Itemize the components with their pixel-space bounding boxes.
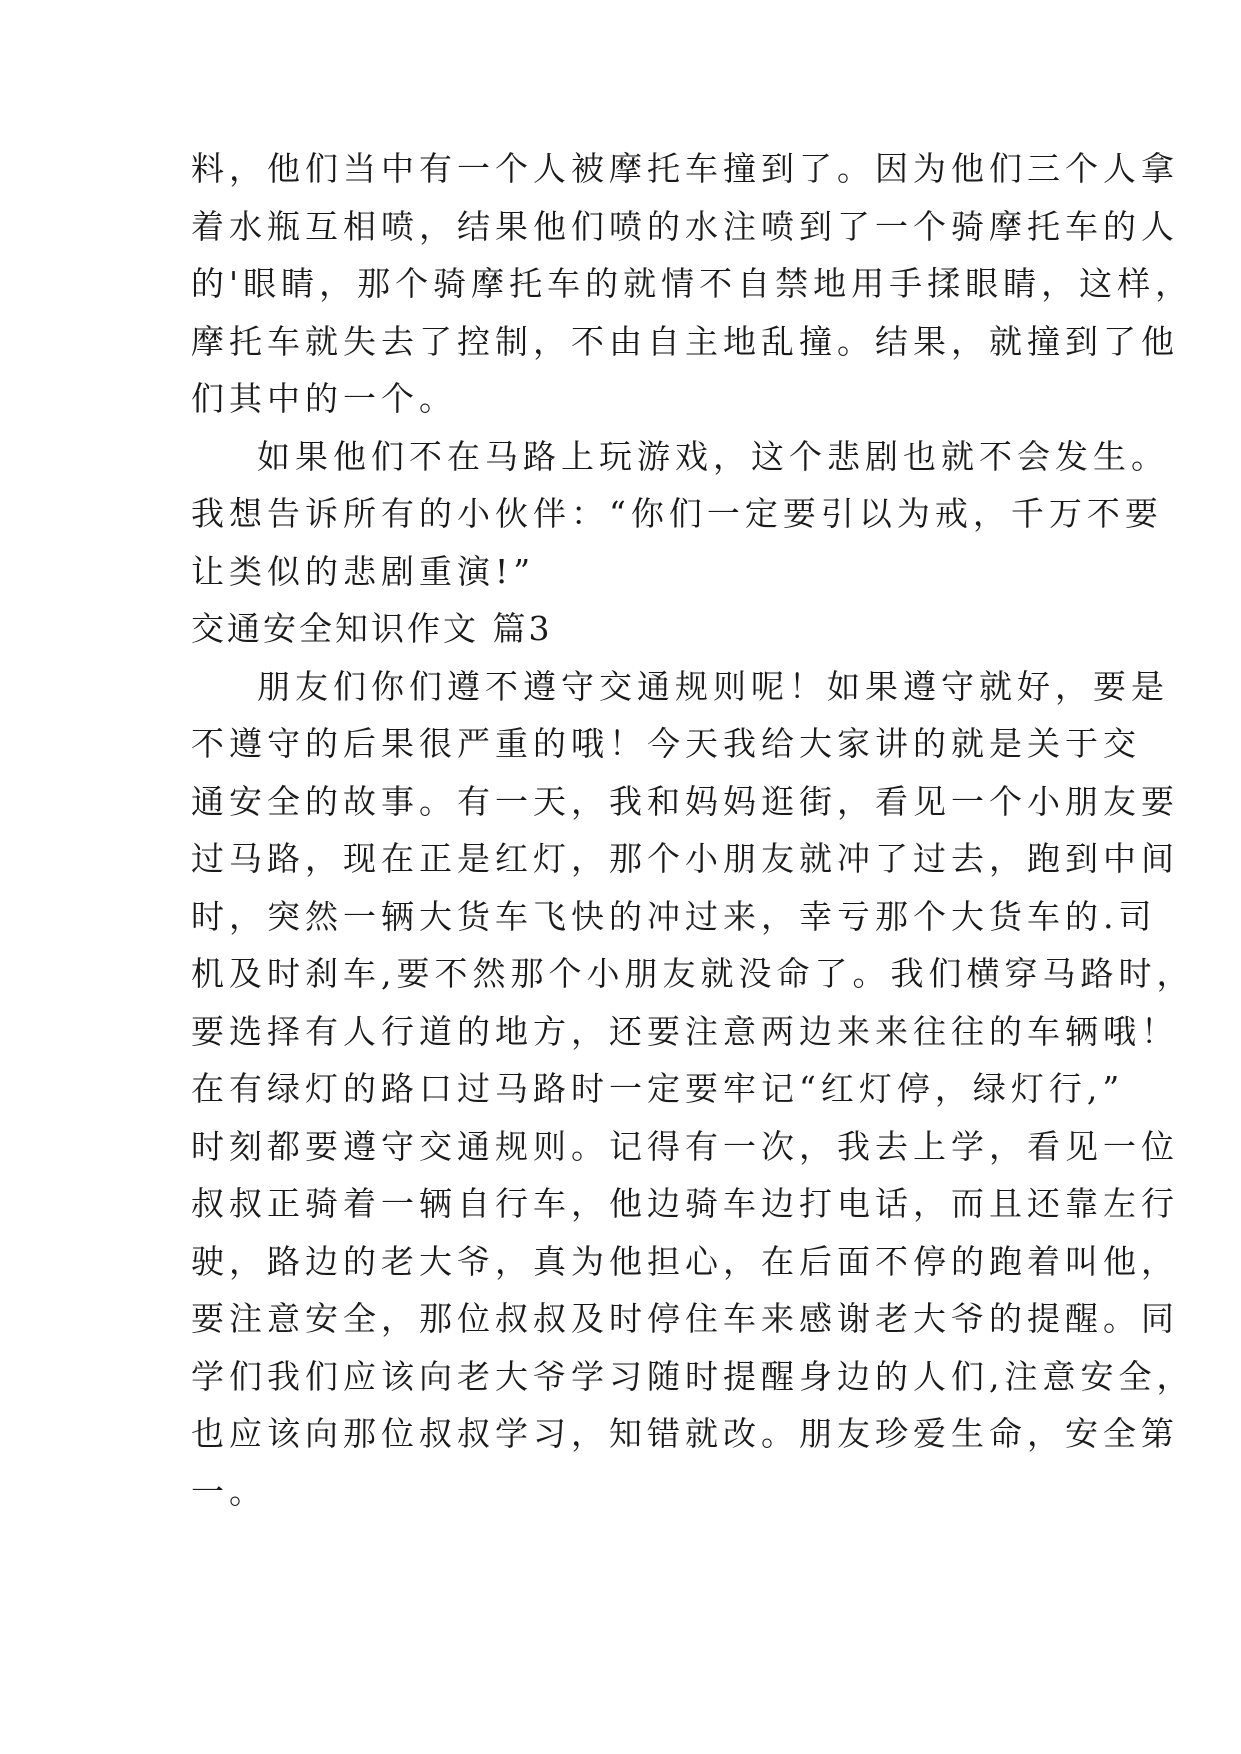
- text-line: 时刻都要遵守交通规则。记得有一次，我去上学，看见一位: [191, 1126, 1179, 1166]
- text-line: 在有绿灯的路口过马路时一定要牢记“红灯停，绿灯行,”: [191, 1069, 1125, 1108]
- text-line: 要注意安全，那位叔叔及时停住车来感谢老大爷的提醒。同: [191, 1299, 1179, 1338]
- text-line: 也应该向那位叔叔学习，知错就改。朋友珍爱生命，安全第: [191, 1414, 1179, 1453]
- text-line: 学们我们应该向老大爷学习随时提醒身边的人们,注意安全，: [191, 1356, 1195, 1396]
- text-line: 通安全的故事。有一天，我和妈妈逛街，看见一个小朋友要: [191, 781, 1179, 821]
- text-line: 料，他们当中有一个人被摩托车撞到了。因为他们三个人拿: [191, 149, 1179, 188]
- text-line: 让类似的悲剧重演!”: [191, 551, 536, 591]
- text-line: 我想告诉所有的小伙伴：“你们一定要引以为戒，千万不要: [191, 494, 1163, 533]
- text-line: 的'眼睛，那个骑摩托车的就情不自禁地用手揉眼睛，这样，: [191, 264, 1194, 303]
- text-line: 不遵守的后果很严重的哦！今天我给大家讲的就是关于交: [191, 724, 1141, 763]
- text-line: 时，突然一辆大货车飞快的冲过来，幸亏那个大货车的.司: [191, 896, 1157, 936]
- text-line: 一。: [191, 1471, 267, 1511]
- section-heading: 交通安全知识作文 篇3: [191, 609, 553, 648]
- text-line: 叔叔正骑着一辆自行车，他边骑车边打电话，而且还靠左行: [191, 1184, 1179, 1223]
- text-line: 摩托车就失去了控制，不由自主地乱撞。结果，就撞到了他: [191, 321, 1179, 361]
- text-line: 着水瓶互相喷，结果他们喷的水注喷到了一个骑摩托车的人: [191, 206, 1179, 246]
- text-line: 机及时刹车,要不然那个小朋友就没命了。我们横穿马路时，: [191, 954, 1195, 993]
- text-line: 过马路，现在正是红灯，那个小朋友就冲了过去，跑到中间: [191, 839, 1179, 878]
- text-line: 要选择有人行道的地方，还要注意两边来来往往的车辆哦！: [191, 1011, 1179, 1051]
- text-line: 驶，路边的老大爷，真为他担心，在后面不停的跑着叫他，: [191, 1241, 1179, 1281]
- text-line: 如果他们不在马路上玩游戏，这个悲剧也就不会发生。: [257, 436, 1169, 476]
- document-body: [191, 140, 1195, 1520]
- text-line: 朋友们你们遵不遵守交通规则呢！如果遵守就好，要是: [257, 666, 1169, 706]
- text-line: 们其中的一个。: [191, 379, 457, 418]
